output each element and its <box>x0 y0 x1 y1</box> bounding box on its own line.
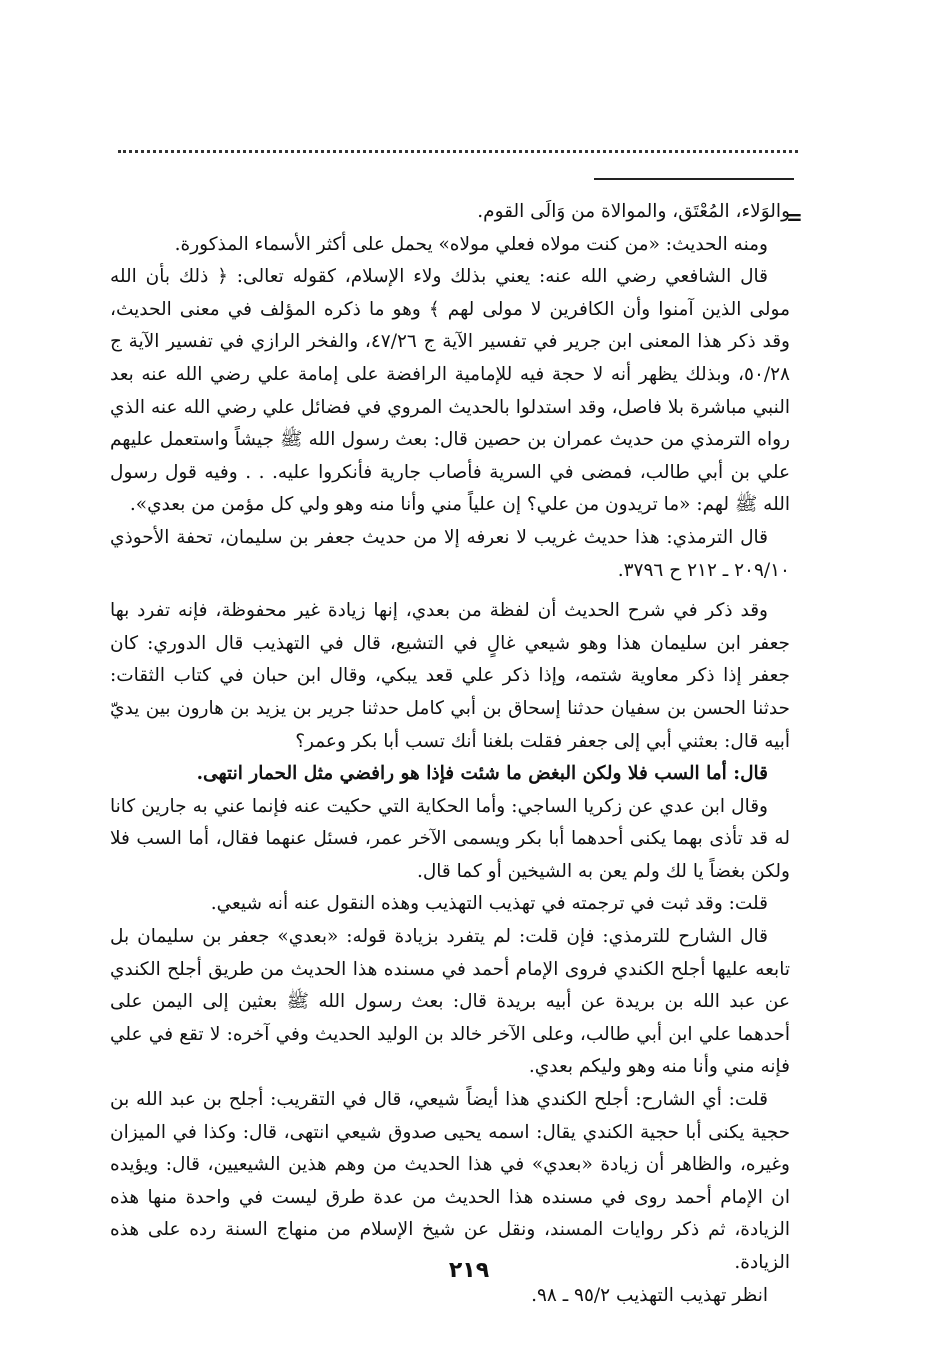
paragraph: قلت: وقد ثبت في ترجمته في تهذيب التهذيب وهذه النقول عنه أنه شيعي. <box>210 893 768 915</box>
paragraph: وقد ذكر في شرح الحديث أن لفظة من بعدي، إنها زيادة غير محفوظة، فإنه تفرد بها جعفر ابن سليمان هذا وهو شيعي غالٍ في التشيع، قال في التهذيب قال الدوري: كان جعفر إذا ذكر معاوية شتمه، وإذا ذكر علي قعد يبكي، وقال ابن حبان في كتاب الثقات: حدثنا الحسن بن سفيان حدثنا إسحاق بن أبي كامل حدثنا جرير بن يزيد بن هارون بين يديّ أبيه قال: بعثني أبي إلى جعفر فقلت بلغنا أنك تسب أبا بكر وعمر؟ <box>110 600 790 752</box>
paragraph: قال الشارح للترمذي: فإن قلت: لم يتفرد بزيادة قوله: «بعدي» جعفر بن سليمان بل تابعه عليها أجلح الكندي فروى الإمام أحمد في مسنده هذا الحديث من طريق أجلح الكندي عن عبد الله بن بريدة عن أبيه بريدة قال: بعث رسول الله ﷺ بعثين إلى اليمن على أحدهما علي ابن أبي طالب، وعلى الآخر خالد بن الوليد الحديث وفي آخره: لا تقع في علي فإنه مني وأنا منه وهو وليكم بعدي. <box>110 926 790 1078</box>
paragraph: ومنه الحديث: «من كنت مولاه فعلي مولاه» يحمل على أكثر الأسماء المذكورة. <box>174 233 768 255</box>
page-number: ٢١٩ <box>448 1258 490 1283</box>
paragraph: والوَلاء، المُعْتَق، والموالاة من وَالَى القوم. <box>477 201 790 222</box>
dotted-separator <box>118 150 798 153</box>
paragraph: انظر تهذيب التهذيب ٩٥/٢ ـ ٩٨. <box>531 1284 768 1306</box>
paragraph: قلت: أي الشارح: أجلح الكندي هذا أيضاً شيعي، قال في التقريب: أجلح بن عبد الله بن حجية يكنى أبا حجية الكندي يقال: اسمه يحيى صدوق شيعي انتهى، قال: وكذا في الميزان وغيره، والظاهر أن زيادة «بعدي» في هذا الحديث من وهم هذين الشيعيين، قال: ويؤيده ان الإمام أحمد روى في مسنده هذا الحديث من عدة طرق ليست في واحدة منها هذه الزيادة، ثم ذكر روايات المسند، ونقل عن شيخ الإسلام من منهاج السنة رده على هذه الزيادة. <box>110 1089 790 1273</box>
footnote-text <box>110 196 790 1312</box>
paragraph: قال الترمذي: هذا حديث غريب لا نعرفه إلا من حديث جعفر بن سليمان، تحفة الأحوذي ٢٠٩/١٠ ـ ٢١٢ ح ٣٧٩٦. <box>110 526 790 581</box>
paragraph: قال الشافعي رضي الله عنه: يعني بذلك ولاء الإسلام، كقوله تعالى: ﴿ ذلك بأن الله مولى الذين آمنوا وأن الكافرين لا مولى لهم ﴾ وهو ما ذكره المؤلف في معنى الحديث، وقد ذكر هذا المعنى ابن جرير في تفسير الآية ج ٤٧/٢٦، والفخر الرازي في تفسير الآية ج ٥٠/٢٨، وبذلك يظهر أنه لا حجة فيه للإمامية الرافضة على إمامة علي رضي الله عنه بعد النبي مباشرة بلا فاصل، وقد استدلوا بالحديث المروي في فضائل علي رضي الله عنه الذي رواه الترمذي من حديث عمران بن حصين قال: بعث رسول الله ﷺ جيشاً واستعمل عليهم علي بن أبي طالب، فمضى في السرية فأصاب جارية فأنكروا عليه. . . وفيه قول رسول الله ﷺ لهم: «ما تريدون من علي؟ إن علياً مني وأنا منه وهو ولي كل مؤمن من بعدي». <box>110 266 790 516</box>
paragraph: قال: أما السب فلا ولكن البغض ما شئت فإذا هو رافضي مثل الحمار انتهى. <box>196 763 768 785</box>
paragraph: وقال ابن عدي عن زكريا الساجي: وأما الحكاية التي حكيت عنه فإنما عني به جارين كانا له قد تأذى بهما يكنى أحدهما أبا بكر ويسمى الآخر عمر، فسئل عنهما فقال، أما السب فلا ولكن بغضاً يا لك ولم يعن به الشيخين أو كما قال. <box>110 795 790 882</box>
continuation-marker: = <box>786 205 803 229</box>
footnote-rule <box>594 178 794 180</box>
